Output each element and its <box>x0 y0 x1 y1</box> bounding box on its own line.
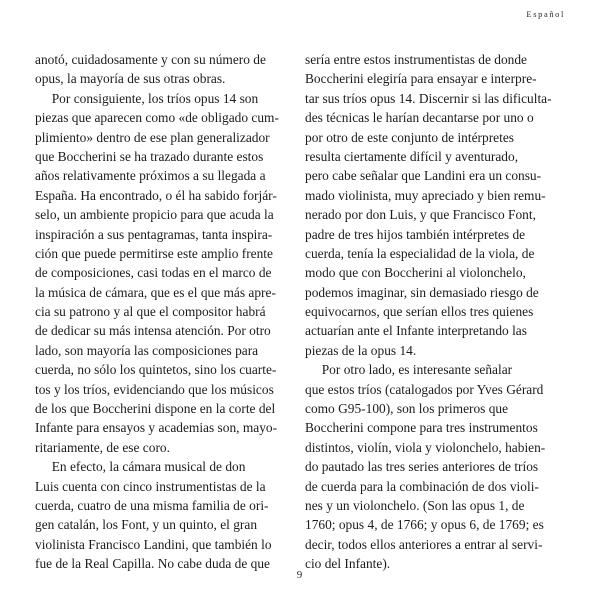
text-line: piezas que aparecen como «de obligado cum- <box>35 110 279 126</box>
text-line: cuerda, cuatro de una misma familia de ori- <box>35 497 269 513</box>
text-line: do pautado las tres series anteriores de tríos <box>305 459 539 475</box>
text-line: cuerda, no sólo los quintetos, sino los cuarte- <box>35 362 277 378</box>
text-line: selo, un ambiente propicio para que acuda la <box>35 207 274 223</box>
text-line: inspiración a sus pentagramas, tanta inspira- <box>35 226 273 242</box>
text-line: Boccherini elegiría para ensayar e interpre- <box>305 71 537 87</box>
text-line: podemos imaginar, sin demasiado riesgo de <box>305 284 539 300</box>
text-line: la música de cámara, que es el que más apre- <box>35 284 276 300</box>
text-line: que estos tríos (catalogados por Yves Gérard <box>305 381 544 397</box>
text-line: En efecto, la cámara musical de don <box>35 459 246 475</box>
text-line: tos y los tríos, evidenciando que los músicos <box>35 381 274 397</box>
text-line: cuerda, tenía la especialidad de la viola, de <box>305 245 535 261</box>
left-column <box>35 50 291 574</box>
text-line: anotó, cuidadosamente y con su número de <box>35 52 266 67</box>
text-line: violinista Francisco Landini, que también lo <box>35 536 272 552</box>
text-line: por otro de este conjunto de intérpretes <box>305 129 514 145</box>
page-number: 9 <box>296 569 303 581</box>
text-line: padre de tres hijos también intérpretes de <box>305 226 526 242</box>
text-line: resulta ciertamente difícil y aventurado, <box>305 148 519 164</box>
text-line: modo que con Boccherini al violonchelo, <box>305 265 526 281</box>
text-line: de los que Boccherini dispone en la corte del <box>35 401 276 417</box>
text-line: opus, la mayoría de sus otras obras. <box>35 71 226 87</box>
text-line: 1760; opus 4, de 1766; y opus 6, de 1769; es <box>305 517 544 533</box>
text-line: gen catalán, los Font, y un quinto, el gran <box>35 517 258 533</box>
text-line: como G95-100), son los primeros que <box>305 401 509 417</box>
text-line: España. Ha encontrado, o él ha sabido forjár- <box>35 187 277 203</box>
text-line: des técnicas le harían decantarse por uno o <box>305 110 534 126</box>
text-line: cia su patrono y al que el compositor habrá <box>35 304 266 320</box>
text-line: que Boccherini se ha trazado durante estos <box>35 148 264 164</box>
text-line: de composiciones, casi todas en el marco de <box>35 265 272 281</box>
text-line: de cuerda para la combinación de dos violi- <box>305 478 539 494</box>
text-line: ción que puede permitirse este amplio frente <box>35 245 273 261</box>
text-line: equivocarnos, que serían ellos tres quienes <box>305 304 534 320</box>
text-line: lado, son mayoría las composiciones para <box>35 342 259 358</box>
text-line: Infante para ensayos y academias son, mayo- <box>35 420 278 436</box>
text-line: ritariamente, de ese coro. <box>35 439 170 455</box>
text-line: plimiento» dentro de ese plan generalizador <box>35 129 270 145</box>
running-header: Español <box>526 9 565 19</box>
text-line: Boccherini compone para tres instrumentos <box>305 420 538 436</box>
text-line: años relativamente próximos a su llegada a <box>35 168 266 184</box>
text-line: sería entre estos instrumentistas de donde <box>305 52 528 67</box>
text-line: cio del Infante). <box>305 556 391 572</box>
text-line: Luis cuenta con cinco instrumentistas de la <box>35 478 266 494</box>
text-line: nes y un violonchelo. (Son las opus 1, de <box>305 497 525 513</box>
text-line: de dedicar su más intensa atención. Por otro <box>35 323 271 339</box>
text-line: distintos, violín, viola y violonchelo, habien- <box>305 439 546 455</box>
text-line: Por consiguiente, los tríos opus 14 son <box>35 90 259 106</box>
right-column <box>305 50 561 574</box>
text-line: actuarían ante el Infante interpretando las <box>305 323 527 339</box>
text-line: tar sus tríos opus 14. Discernir si las dificulta- <box>305 90 552 106</box>
text-line: Por otro lado, es interesante señalar <box>305 362 513 378</box>
text-line: fue de la Real Capilla. No cabe duda de que <box>35 556 270 572</box>
text-line: mado violinista, muy apreciado y bien remu- <box>305 187 546 203</box>
text-line: nerado por don Luis, y que Francisco Font, <box>305 207 536 223</box>
text-line: decir, todos ellos anteriores a entrar al servi- <box>305 536 543 552</box>
text-line: pero cabe señalar que Landini era un consu- <box>305 168 542 184</box>
text-line: piezas de la opus 14. <box>305 342 417 358</box>
